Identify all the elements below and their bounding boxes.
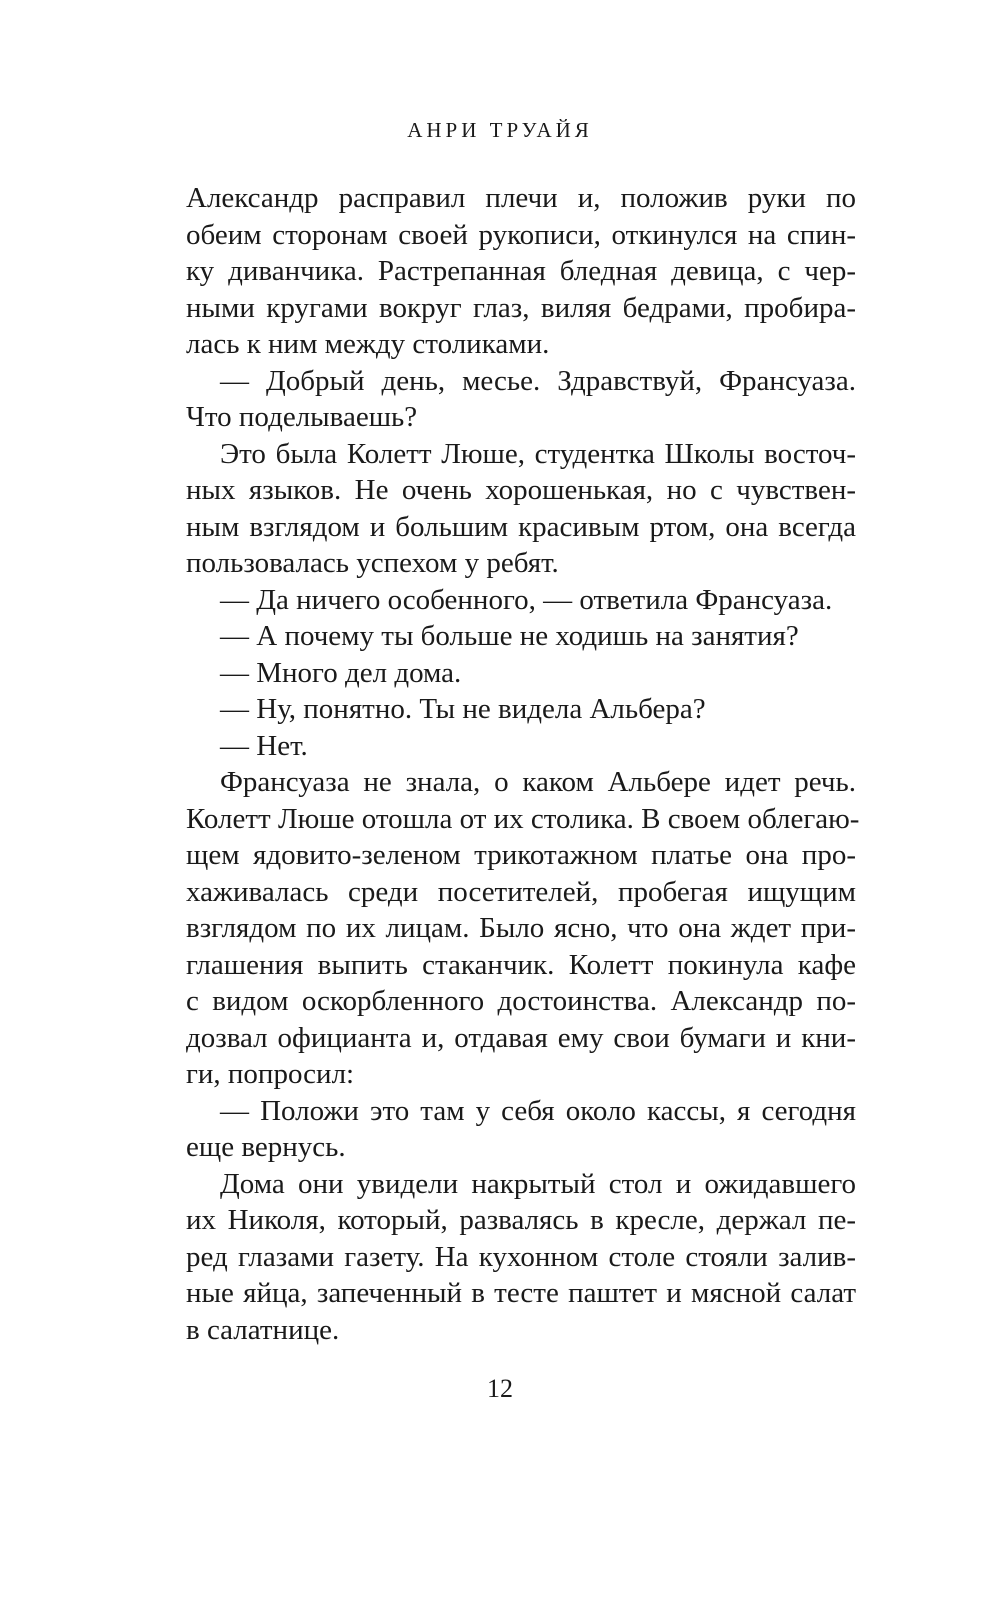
text-line: Франсуаза не знала, о каком Альбере идет речь.: [220, 766, 856, 798]
text-line: дозвал официанта и, отдавая ему свои бумаги и кни-: [186, 1021, 856, 1054]
text-line: — Нет.: [220, 729, 308, 762]
text-line: ным взглядом и большим красивым ртом, она всегда: [186, 510, 856, 543]
text-line: ред глазами газету. На кухонном столе стояли залив-: [186, 1240, 856, 1273]
text-line: — Много дел дома.: [220, 656, 462, 689]
text-line: — Добрый день, месье. Здравствуй, Франсуаза.: [220, 364, 856, 397]
text-line: в салатнице.: [186, 1313, 340, 1346]
text-line: глашения выпить стаканчик. Колетт покинула кафе: [186, 948, 856, 981]
text-line: их Николя, который, развалясь в кресле, держал пе-: [186, 1204, 856, 1236]
running-head: АНРИ ТРУАЙЯ: [407, 118, 593, 142]
text-line: — А почему ты больше не ходишь на занятия?: [220, 620, 799, 652]
text-line: Колетт Люше отошла от их столика. В своем облегаю-: [186, 802, 860, 835]
text-line: — Да ничего особенного, — ответила Франсуаза.: [220, 583, 833, 616]
page-number: 12: [487, 1374, 513, 1403]
text-line: ги, попросил:: [186, 1058, 355, 1090]
text-line: хаживалась среди посетителей, пробегая ищущим: [186, 875, 856, 908]
text-line: Дома они увидели накрытый стол и ожидавшего: [220, 1167, 856, 1200]
text-line: Что поделываешь?: [186, 401, 418, 433]
text-line: пользовалась успехом у ребят.: [186, 547, 559, 579]
text-line: ных языков. Не очень хорошенькая, но с чувствен-: [186, 474, 856, 506]
text-line: Александр расправил плечи и, положив руки по: [186, 182, 856, 214]
text-line: взглядом по их лицам. Было ясно, что она ждет при-: [186, 912, 856, 944]
text-line: с видом оскорбленного достоинства. Александр по-: [186, 985, 856, 1017]
text-line: — Ну, понятно. Ты не видела Альбера?: [220, 693, 706, 725]
body-text: [186, 180, 860, 1348]
text-line: Это была Колетт Люше, студентка Школы восточ-: [220, 437, 856, 470]
text-line: лась к ним между столиками.: [186, 328, 550, 360]
text-line: ные яйца, запеченный в тесте паштет и мясной салат: [186, 1277, 856, 1309]
text-line: обеим сторонам своей рукописи, откинулся на спин-: [186, 218, 856, 251]
text-line: щем ядовито-зеленом трикотажном платье она про-: [186, 839, 856, 871]
text-line: ными кругами вокруг глаз, виляя бедрами, пробира-: [186, 291, 856, 324]
text-line: — Положи это там у себя около кассы, я сегодня: [220, 1094, 856, 1127]
text-line: ку диванчика. Растрепанная бледная девица, с чер-: [186, 255, 856, 287]
text-line: еще вернусь.: [186, 1131, 346, 1163]
